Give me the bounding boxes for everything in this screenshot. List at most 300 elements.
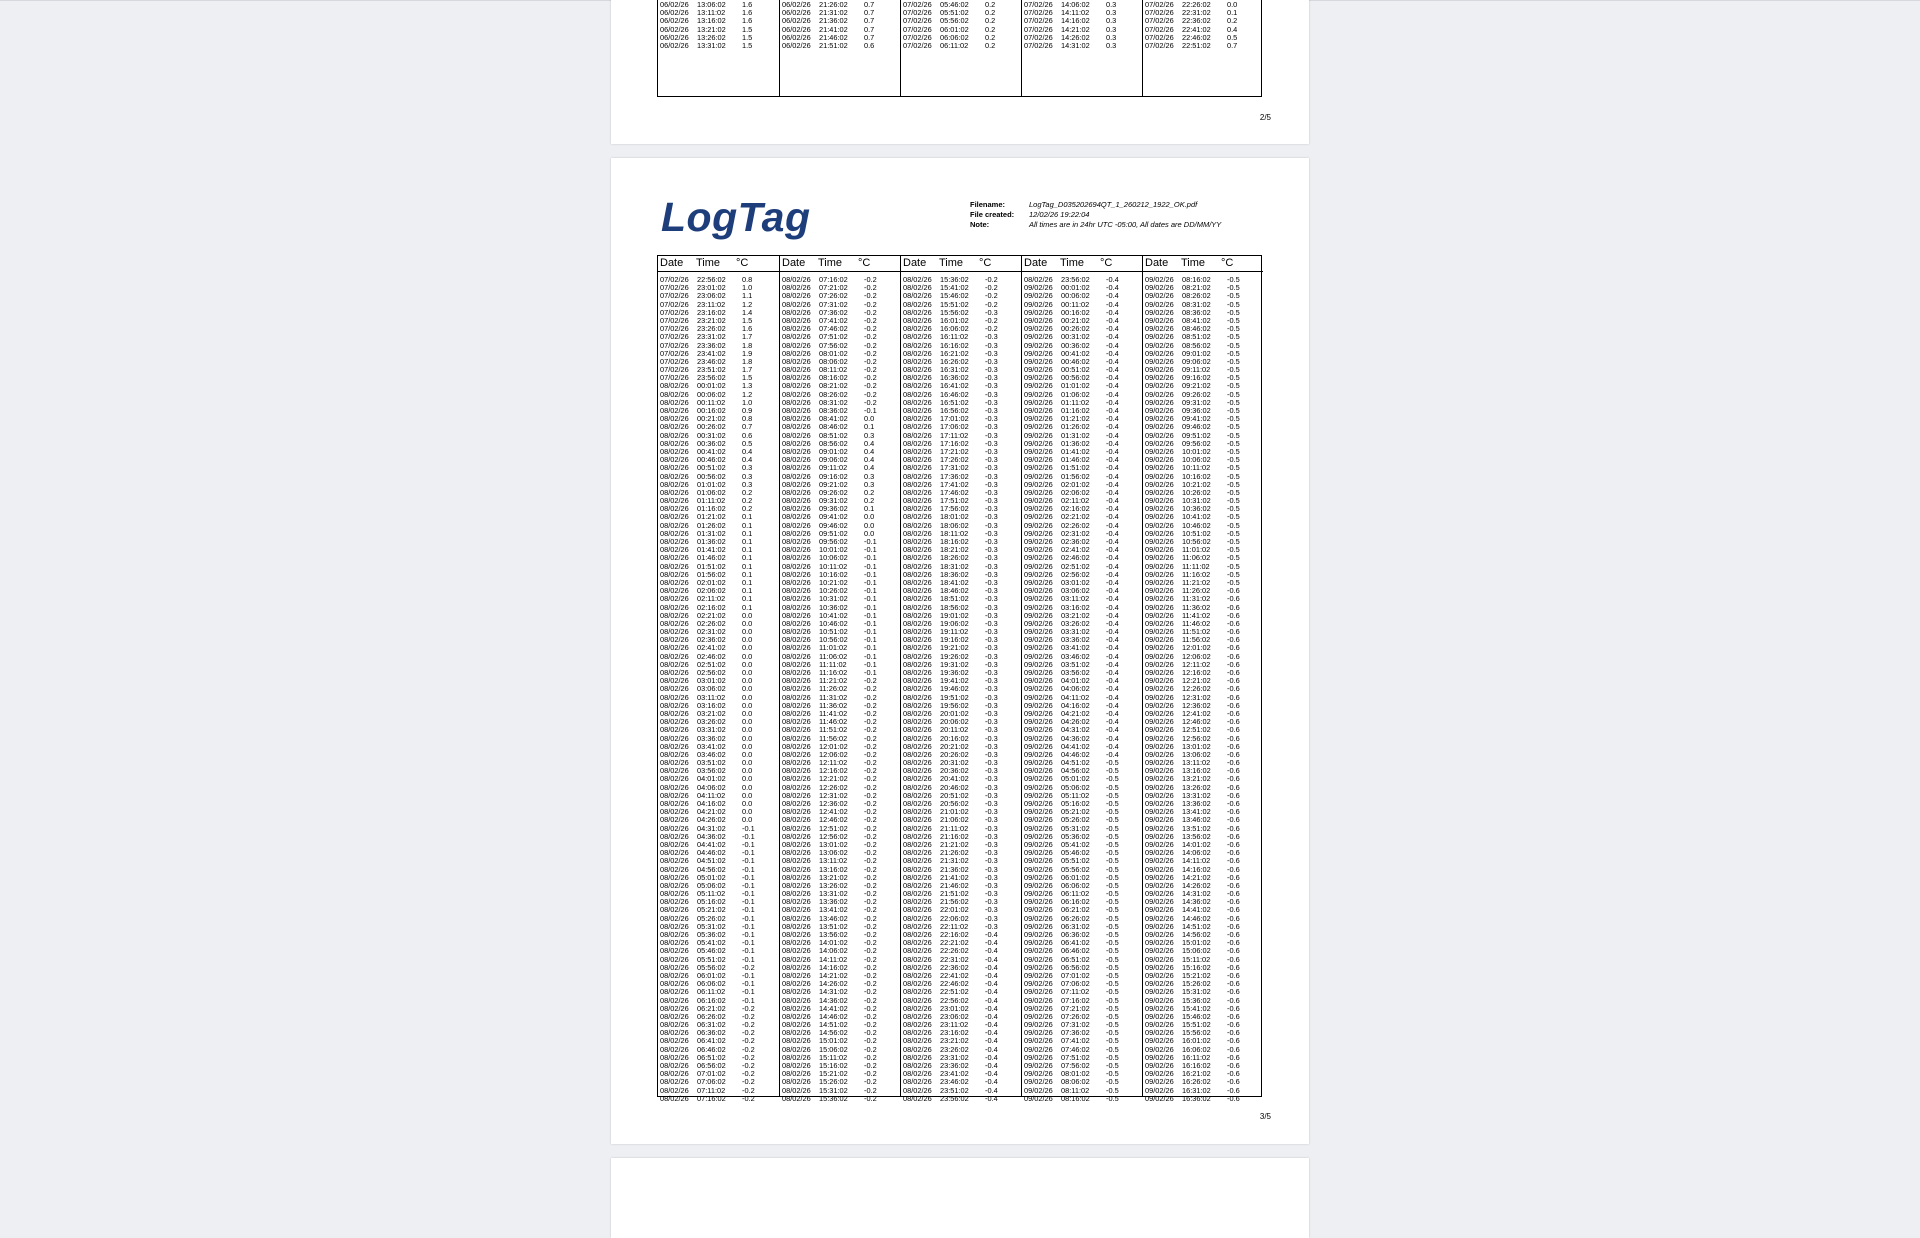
entry-date: 08/02/26 — [660, 610, 689, 620]
entry-temp: 0.2 — [985, 40, 996, 50]
entry-temp: -0.5 — [1106, 1036, 1119, 1046]
entry-time: 08:41:02 — [1182, 315, 1211, 325]
entry-date: 08/02/26 — [660, 676, 689, 686]
entry-date: 09/02/26 — [1024, 406, 1053, 415]
entry-time: 02:06:02 — [1061, 487, 1090, 497]
entry-temp: -0.3 — [985, 651, 998, 661]
entry-time: 19:41:02 — [940, 676, 969, 686]
entry-temp: -0.4 — [1106, 692, 1119, 702]
entry-date: 08/02/26 — [660, 848, 689, 858]
entry-time: 07:31:02 — [1061, 1020, 1090, 1030]
entry-temp: -0.1 — [864, 406, 877, 415]
log-table — [657, 255, 1262, 1103]
entry-date: 08/02/26 — [903, 1003, 932, 1013]
entry-time: 00:01:02 — [1061, 283, 1090, 293]
entry-date: 09/02/26 — [1024, 422, 1053, 432]
entry-date: 08/02/26 — [660, 389, 689, 399]
entry-date: 08/02/26 — [903, 725, 932, 735]
entry-date: 08/02/26 — [903, 365, 932, 375]
entry-date: 08/02/26 — [782, 889, 811, 899]
entry-date: 08/02/26 — [660, 659, 689, 669]
entry-date: 08/02/26 — [903, 1052, 932, 1062]
entry-date: 09/02/26 — [1145, 1093, 1174, 1103]
entry-time: 07:31:02 — [819, 299, 848, 309]
entry-temp: -0.5 — [1106, 1003, 1119, 1013]
entry-temp: 0.0 — [742, 741, 753, 751]
entry-date: 08/02/26 — [660, 618, 689, 628]
entry-temp: -0.4 — [1106, 635, 1119, 645]
entry-date: 09/02/26 — [1024, 987, 1053, 997]
entry-time: 15:36:02 — [819, 1093, 848, 1103]
entry-time: 05:46:02 — [1061, 848, 1090, 858]
header-temp: °C — [979, 257, 992, 269]
entry-date: 08/02/26 — [660, 520, 689, 530]
entry-time: 16:26:02 — [1182, 1077, 1211, 1087]
entry-time: 05:11:02 — [1061, 790, 1090, 800]
entry-date: 08/02/26 — [903, 520, 932, 530]
entry-time: 03:51:02 — [1061, 659, 1090, 669]
entry-date: 08/02/26 — [660, 651, 689, 661]
entry-time: 22:31:02 — [1182, 8, 1211, 18]
entry-date: 08/02/26 — [660, 414, 689, 424]
entry-date: 08/02/26 — [903, 651, 932, 661]
entry-date: 09/02/26 — [1024, 946, 1053, 956]
entry-date: 09/02/26 — [1024, 348, 1053, 358]
entry-time: 23:41:02 — [697, 348, 726, 358]
entry-temp: -0.4 — [985, 987, 998, 997]
entry-temp: -0.5 — [1106, 839, 1119, 849]
entry-temp: -0.4 — [1106, 471, 1119, 481]
entry-temp: 0.3 — [1106, 0, 1117, 9]
entry-date: 09/02/26 — [1145, 1061, 1174, 1070]
entry-time: 16:01:02 — [940, 315, 969, 325]
entry-temp: -0.4 — [1106, 545, 1119, 555]
meta-note: All times are in 24hr UTC -05:00, All dates are DD/MM/YY — [1029, 220, 1222, 229]
entry-time: 16:46:02 — [940, 389, 969, 399]
entry-temp: -0.5 — [1106, 1028, 1119, 1038]
entry-time: 05:36:02 — [1061, 831, 1090, 841]
entry-time: 11:56:02 — [1182, 635, 1211, 645]
entry-time: 13:11:02 — [697, 8, 726, 18]
entry-time: 06:06:02 — [1061, 880, 1090, 890]
entry-time: 10:16:02 — [819, 569, 848, 579]
page-number: 2/5 — [1259, 113, 1271, 122]
entry-date: 09/02/26 — [1145, 790, 1174, 800]
entry-date: 09/02/26 — [1145, 1028, 1174, 1038]
entry-temp: 1.6 — [742, 8, 753, 18]
entry-temp: -0.4 — [1106, 602, 1119, 612]
entry-temp: -0.5 — [1106, 954, 1119, 964]
entry-time: 07:26:02 — [1061, 1011, 1090, 1021]
entry-date: 08/02/26 — [903, 864, 932, 874]
entry-date: 09/02/26 — [1024, 602, 1053, 612]
entry-date: 08/02/26 — [903, 389, 932, 399]
entry-date: 08/02/26 — [782, 987, 811, 997]
entry-temp: 0.0 — [742, 659, 753, 669]
entry-time: 22:01:02 — [940, 905, 969, 915]
entry-date: 09/02/26 — [1024, 651, 1053, 661]
entry-date: 09/02/26 — [1145, 979, 1174, 989]
entry-temp: -0.6 — [1227, 1003, 1240, 1013]
entry-date: 08/02/26 — [903, 324, 932, 334]
entry-date: 08/02/26 — [660, 528, 689, 538]
entry-time: 02:41:02 — [697, 643, 726, 653]
entry-temp: -0.4 — [985, 1028, 998, 1038]
entry-temp: -0.3 — [985, 684, 998, 694]
entry-date: 08/02/26 — [782, 537, 811, 546]
entry-temp: -0.6 — [1227, 602, 1240, 612]
entry-time: 03:16:02 — [1061, 602, 1090, 612]
entry-temp: -0.3 — [985, 880, 998, 890]
entry-temp: -0.5 — [1106, 872, 1119, 882]
entry-date: 07/02/26 — [660, 332, 689, 342]
entry-time: 21:46:02 — [940, 880, 969, 890]
entry-date: 08/02/26 — [660, 430, 689, 440]
entry-date: 09/02/26 — [1145, 684, 1174, 694]
entry-temp: 0.2 — [985, 32, 996, 42]
entry-time: 07:56:02 — [819, 340, 848, 350]
entry-time: 16:36:02 — [1182, 1093, 1211, 1103]
entry-time: 01:46:02 — [1061, 455, 1090, 465]
entry-time: 06:11:02 — [1061, 889, 1090, 899]
entry-date: 07/02/26 — [660, 348, 689, 358]
entry-temp: -0.3 — [985, 668, 998, 677]
entry-temp: -0.5 — [1227, 463, 1240, 473]
entry-time: 12:51:02 — [819, 823, 848, 833]
entry-date: 08/02/26 — [782, 782, 811, 792]
entry-time: 22:36:02 — [940, 962, 969, 972]
entry-time: 14:41:02 — [1182, 905, 1211, 915]
entry-temp: 1.8 — [742, 356, 753, 366]
entry-time: 17:46:02 — [940, 487, 969, 497]
entry-temp: -0.4 — [1106, 463, 1119, 473]
log-column — [779, 0, 900, 96]
entry-temp: -0.2 — [985, 299, 998, 309]
entry-date: 08/02/26 — [660, 1036, 689, 1046]
entry-temp: -0.5 — [1227, 348, 1240, 358]
entry-time: 02:51:02 — [697, 659, 726, 669]
entry-time: 13:51:02 — [1182, 823, 1211, 833]
entry-time: 06:56:02 — [697, 1061, 726, 1070]
entry-date: 08/02/26 — [782, 684, 811, 694]
entry-date: 08/02/26 — [903, 635, 932, 645]
entry-time: 23:06:02 — [940, 1011, 969, 1021]
entry-time: 20:11:02 — [940, 725, 969, 735]
entry-temp: 0.0 — [742, 766, 753, 776]
entry-date: 08/02/26 — [660, 545, 689, 555]
entry-date: 07/02/26 — [1024, 16, 1053, 26]
entry-temp: -0.3 — [985, 381, 998, 391]
entry-date: 08/02/26 — [782, 545, 811, 555]
entry-temp: 1.4 — [742, 307, 753, 317]
entry-time: 22:16:02 — [940, 930, 969, 939]
entry-date: 08/02/26 — [660, 512, 689, 522]
entry-temp: -0.2 — [864, 766, 877, 776]
entry-date: 09/02/26 — [1145, 430, 1174, 440]
entry-date: 09/02/26 — [1024, 848, 1053, 858]
entry-date: 07/02/26 — [903, 0, 932, 9]
entry-time: 10:51:02 — [1182, 528, 1211, 538]
entry-time: 11:21:02 — [819, 676, 848, 686]
entry-temp: -0.2 — [864, 930, 877, 939]
entry-temp: 0.7 — [1227, 40, 1238, 50]
entry-date: 08/02/26 — [660, 586, 689, 596]
entry-time: 05:36:02 — [697, 930, 726, 939]
log-entry — [1024, 1095, 1142, 1103]
entry-time: 15:36:02 — [940, 275, 969, 284]
entry-temp: -0.5 — [1106, 970, 1119, 980]
entry-time: 02:51:02 — [1061, 561, 1090, 571]
entry-date: 09/02/26 — [1145, 438, 1174, 448]
entry-time: 23:01:02 — [697, 283, 726, 293]
entry-date: 08/02/26 — [660, 438, 689, 448]
entry-temp: -0.2 — [742, 1028, 755, 1038]
entry-temp: -0.6 — [1227, 946, 1240, 956]
entry-date: 06/02/26 — [660, 8, 689, 18]
entry-time: 10:26:02 — [1182, 487, 1211, 497]
entry-date: 08/02/26 — [782, 717, 811, 727]
entry-temp: -0.6 — [1227, 905, 1240, 915]
entry-time: 08:31:02 — [1182, 299, 1211, 309]
entry-temp: 0.1 — [742, 594, 753, 604]
pdf-page-2 — [611, 0, 1309, 144]
entry-time: 19:46:02 — [940, 684, 969, 694]
entry-date: 09/02/26 — [1145, 528, 1174, 538]
entry-date: 09/02/26 — [1024, 741, 1053, 751]
entry-temp: 0.5 — [742, 438, 753, 448]
entry-temp: -0.6 — [1227, 839, 1240, 849]
entry-date: 09/02/26 — [1024, 979, 1053, 989]
entry-time: 02:11:02 — [1061, 496, 1090, 506]
entry-temp: -0.6 — [1227, 1085, 1240, 1095]
entry-temp: -0.6 — [1227, 692, 1240, 702]
entry-time: 07:16:02 — [1061, 995, 1090, 1005]
entry-temp: -0.5 — [1227, 340, 1240, 350]
entry-time: 23:51:02 — [940, 1085, 969, 1095]
entry-time: 03:21:02 — [1061, 610, 1090, 620]
column-header — [780, 256, 900, 272]
entry-time: 01:11:02 — [1061, 397, 1090, 407]
entry-time: 17:56:02 — [940, 504, 969, 514]
entry-time: 14:26:02 — [1061, 32, 1090, 42]
entry-time: 01:26:02 — [697, 520, 726, 530]
entry-temp: -0.2 — [864, 1093, 877, 1103]
entry-time: 12:01:02 — [819, 741, 848, 751]
entry-time: 19:21:02 — [940, 643, 969, 653]
pdf-page-4 — [611, 1158, 1309, 1238]
log-entry — [660, 1095, 779, 1103]
meta-created: 12/02/26 19:22:04 — [1029, 210, 1090, 219]
entry-date: 09/02/26 — [1145, 446, 1174, 456]
entry-time: 11:11:02 — [819, 659, 847, 669]
entry-date: 09/02/26 — [1145, 627, 1174, 637]
entry-date: 09/02/26 — [1024, 299, 1053, 309]
entry-time: 21:21:02 — [940, 839, 969, 849]
entry-time: 14:06:02 — [1061, 0, 1090, 9]
entry-temp: 0.0 — [742, 627, 753, 637]
entry-time: 16:06:02 — [1182, 1044, 1211, 1054]
entry-temp: -0.2 — [864, 979, 877, 989]
entry-temp: -0.1 — [864, 594, 877, 604]
entry-time: 15:31:02 — [819, 1085, 848, 1095]
entry-time: 03:11:02 — [697, 692, 726, 702]
entry-temp: -0.6 — [1227, 733, 1240, 743]
entry-time: 02:26:02 — [697, 618, 726, 628]
entry-temp: -0.2 — [742, 1093, 755, 1103]
entry-time: 02:21:02 — [697, 610, 726, 620]
entry-temp: -0.1 — [742, 864, 755, 874]
entry-time: 08:26:02 — [819, 389, 848, 399]
entry-temp: -0.3 — [985, 586, 998, 596]
entry-time: 13:41:02 — [1182, 807, 1211, 817]
column-header — [901, 256, 1021, 272]
entry-date: 06/02/26 — [660, 40, 689, 50]
entry-temp: -0.4 — [1106, 741, 1119, 751]
entry-temp: -0.2 — [985, 291, 998, 301]
entry-time: 06:31:02 — [697, 1020, 726, 1030]
entry-time: 05:16:02 — [697, 897, 726, 907]
entry-date: 09/02/26 — [1145, 315, 1174, 325]
entry-temp: -0.2 — [742, 1052, 755, 1062]
entry-time: 09:11:02 — [1182, 365, 1211, 375]
entry-date: 09/02/26 — [1145, 356, 1174, 366]
entry-temp: -0.6 — [1227, 889, 1240, 899]
entry-temp: -0.4 — [1106, 717, 1119, 727]
entry-temp: -0.2 — [864, 381, 877, 391]
entry-temp: -0.3 — [985, 487, 998, 497]
entry-time: 11:56:02 — [819, 733, 848, 743]
entry-date: 08/02/26 — [782, 356, 811, 366]
entry-temp: -0.6 — [1227, 1020, 1240, 1030]
entry-time: 00:16:02 — [697, 406, 726, 415]
entry-date: 09/02/26 — [1024, 1077, 1053, 1087]
entry-temp: -0.6 — [1227, 954, 1240, 964]
entry-time: 05:51:02 — [1061, 856, 1090, 866]
entry-date: 08/02/26 — [782, 487, 811, 497]
entry-time: 08:16:02 — [1182, 275, 1211, 284]
entry-temp: 1.2 — [742, 389, 753, 399]
entry-temp: -0.4 — [985, 1044, 998, 1054]
entry-time: 00:46:02 — [697, 455, 726, 465]
entry-time: 04:46:02 — [697, 848, 726, 858]
entry-time: 00:21:02 — [697, 414, 726, 424]
entry-date: 09/02/26 — [1145, 324, 1174, 334]
entry-temp: 0.0 — [742, 725, 753, 735]
entry-time: 11:16:02 — [1182, 569, 1211, 579]
entry-temp: -0.2 — [864, 692, 877, 702]
entry-time: 01:56:02 — [1061, 471, 1090, 481]
entry-temp: 0.3 — [742, 463, 753, 473]
meta-label: Note: — [970, 220, 990, 229]
entry-date: 08/02/26 — [782, 692, 811, 702]
entry-date: 09/02/26 — [1145, 340, 1174, 350]
entry-date: 06/02/26 — [660, 16, 689, 26]
entry-date: 08/02/26 — [903, 758, 932, 768]
entry-temp: -0.3 — [985, 307, 998, 317]
entry-date: 08/02/26 — [903, 512, 932, 522]
entry-time: 04:51:02 — [1061, 758, 1090, 768]
entry-temp: -0.3 — [985, 708, 998, 718]
entry-time: 02:36:02 — [697, 635, 726, 645]
entry-temp: -0.1 — [742, 880, 755, 890]
entry-date: 08/02/26 — [903, 1093, 932, 1103]
entry-time: 18:11:02 — [940, 528, 969, 538]
entry-time: 08:51:02 — [819, 430, 848, 440]
entry-date: 08/02/26 — [903, 741, 932, 751]
entry-temp: -0.6 — [1227, 1093, 1240, 1103]
entry-time: 11:51:02 — [1182, 627, 1211, 637]
entry-date: 08/02/26 — [903, 872, 932, 882]
entry-temp: -0.2 — [864, 307, 877, 317]
entry-temp: 1.6 — [742, 16, 753, 26]
entry-date: 08/02/26 — [782, 1003, 811, 1013]
entry-temp: -0.4 — [1106, 406, 1119, 415]
entry-time: 06:36:02 — [697, 1028, 726, 1038]
entry-date: 08/02/26 — [782, 1011, 811, 1021]
entry-time: 01:06:02 — [1061, 389, 1090, 399]
entry-time: 08:01:02 — [1061, 1069, 1090, 1079]
entry-time: 03:51:02 — [697, 758, 726, 768]
entry-time: 10:11:02 — [819, 561, 848, 571]
entry-temp: -0.3 — [985, 414, 998, 424]
page-number: 3/5 — [1259, 1112, 1271, 1121]
entry-date: 09/02/26 — [1024, 962, 1053, 972]
entry-date: 08/02/26 — [660, 635, 689, 645]
entry-temp: 0.7 — [864, 16, 875, 26]
entry-temp: -0.3 — [985, 577, 998, 587]
entry-temp: 1.9 — [742, 348, 753, 358]
entry-date: 08/02/26 — [782, 872, 811, 882]
entry-date: 09/02/26 — [1145, 381, 1174, 391]
entry-temp: -0.4 — [1106, 356, 1119, 366]
entry-temp: -0.1 — [742, 987, 755, 997]
entry-date: 08/02/26 — [782, 610, 811, 620]
entry-date: 08/02/26 — [782, 307, 811, 317]
entry-temp: -0.5 — [1106, 856, 1119, 866]
entry-temp: -0.5 — [1227, 356, 1240, 366]
entry-time: 23:26:02 — [697, 324, 726, 334]
entry-temp: -0.6 — [1227, 741, 1240, 751]
entry-time: 20:16:02 — [940, 733, 969, 743]
entry-temp: -0.5 — [1227, 446, 1240, 456]
log-entries — [780, 272, 900, 1103]
log-entries — [901, 272, 1021, 1103]
entry-date: 09/02/26 — [1024, 725, 1053, 735]
entry-time: 10:01:02 — [819, 545, 848, 555]
entry-time: 09:06:02 — [1182, 356, 1211, 366]
entry-temp: -0.1 — [864, 545, 877, 555]
entry-temp: -0.6 — [1227, 766, 1240, 776]
entry-temp: 0.0 — [742, 749, 753, 759]
entry-date: 08/02/26 — [782, 471, 811, 481]
entry-date: 08/02/26 — [782, 1093, 811, 1103]
entry-temp: -0.3 — [985, 700, 998, 710]
entry-time: 06:01:02 — [697, 970, 726, 980]
entry-time: 12:46:02 — [819, 815, 848, 825]
entry-temp: -0.3 — [985, 782, 998, 792]
entry-temp: -0.3 — [985, 790, 998, 800]
entry-date: 09/02/26 — [1024, 1044, 1053, 1054]
entry-date: 08/02/26 — [782, 790, 811, 800]
entry-date: 08/02/26 — [903, 373, 932, 383]
entry-date: 09/02/26 — [1024, 381, 1053, 391]
entry-time: 15:51:02 — [940, 299, 969, 309]
log-entries — [1022, 272, 1142, 1103]
entry-date: 08/02/26 — [903, 839, 932, 849]
entry-date: 07/02/26 — [660, 315, 689, 325]
entry-time: 10:41:02 — [1182, 512, 1211, 522]
entry-temp: -0.4 — [985, 1003, 998, 1013]
